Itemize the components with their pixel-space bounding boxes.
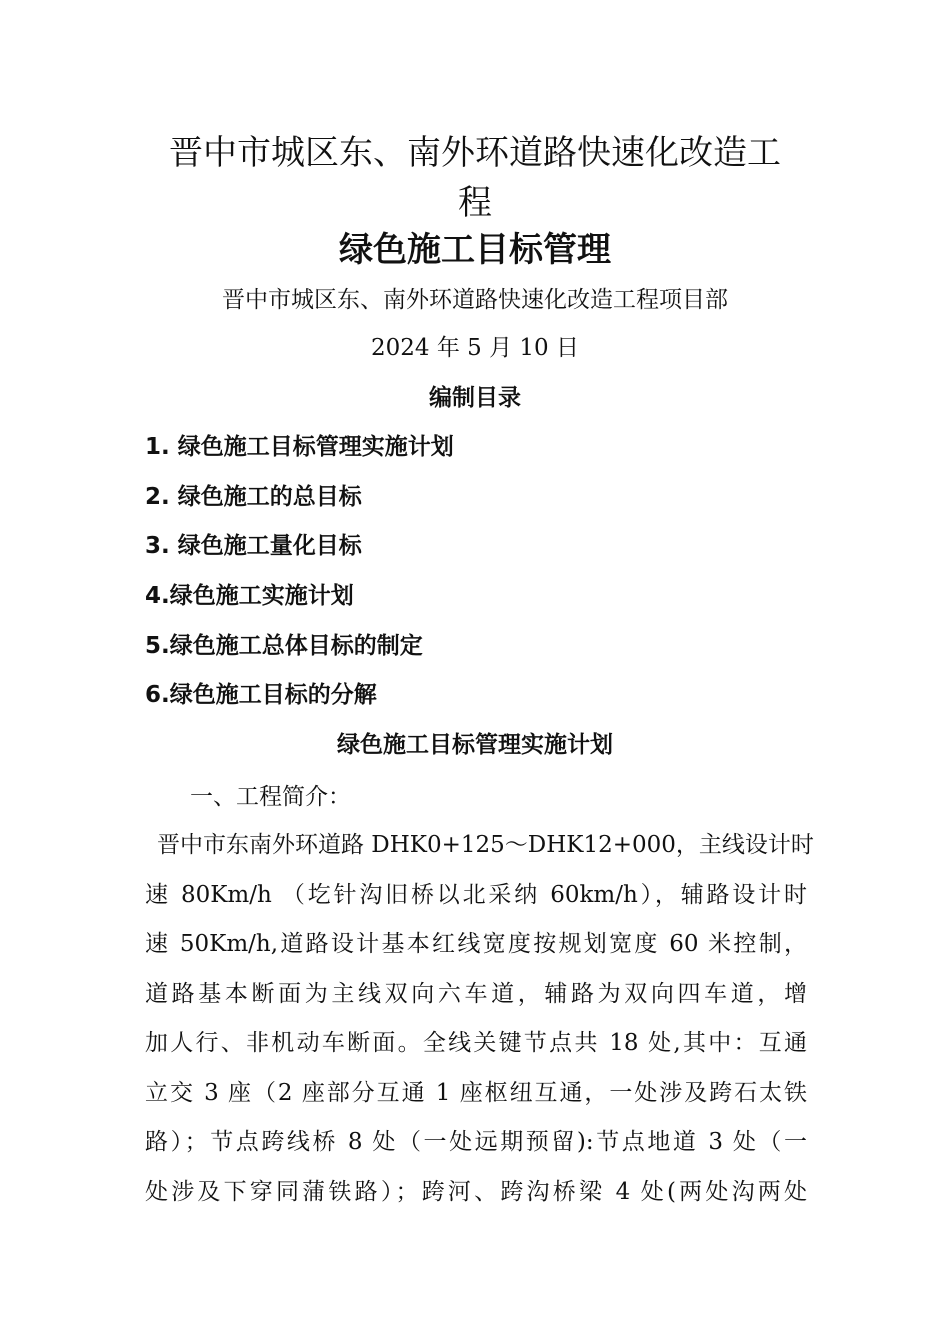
section-title: 绿色施工目标管理实施计划 bbox=[337, 732, 613, 758]
toc-item: 3. 绿色施工量化目标 bbox=[145, 533, 362, 560]
toc-title: 编制目录 bbox=[429, 385, 521, 411]
body-line: 处涉及下穿同蒲铁路）；跨河、跨沟桥梁 4 处(两处沟两处 bbox=[145, 1178, 807, 1205]
body-line: 路）；节点跨线桥 8 处（一处远期预留):节点地道 3 处（一 bbox=[145, 1129, 807, 1155]
toc-item: 4.绿色施工实施计划 bbox=[145, 583, 354, 610]
body-line: 速 80Km/h （圪针沟旧桥以北采纳 60km/h），辅路设计时 bbox=[145, 881, 807, 908]
document-subtitle: 绿色施工目标管理 bbox=[339, 230, 611, 270]
sub-heading: 一、工程简介： bbox=[190, 784, 351, 810]
document-date: 2024 年 5 月 10 日 bbox=[371, 335, 579, 361]
body-line: 立交 3 座（2 座部分互通 1 座枢纽互通，一处涉及跨石太铁 bbox=[145, 1079, 807, 1106]
document-title bbox=[140, 128, 810, 228]
table-of-contents bbox=[145, 429, 454, 727]
toc-item: 2. 绿色施工的总目标 bbox=[145, 483, 362, 510]
toc-item: 6.绿色施工目标的分解 bbox=[145, 682, 377, 709]
body-line: 道路基本断面为主线双向六车道，辅路为双向四车道，增 bbox=[145, 980, 807, 1007]
toc-item: 5.绿色施工总体目标的制定 bbox=[145, 632, 423, 659]
body-paragraph bbox=[145, 827, 815, 1223]
document-title-line1: 晋中市城区东、南外环道路快速化改造工 bbox=[169, 133, 781, 173]
toc-item: 1. 绿色施工目标管理实施计划 bbox=[145, 434, 454, 460]
body-line: 加人行、非机动车断面。全线关键节点共 18 处,其中：互通 bbox=[145, 1030, 807, 1056]
body-line: 速 50Km/h,道路设计基本红线宽度按规划宽度 60 米控制， bbox=[145, 931, 807, 957]
body-line: 晋中市东南外环道路 DHK0+125～DHK12+000，主线设计时 bbox=[157, 832, 814, 858]
document-title-line1-continued: 程 bbox=[458, 183, 492, 223]
organization-name: 晋中市城区东、南外环道路快速化改造工程项目部 bbox=[222, 287, 728, 313]
